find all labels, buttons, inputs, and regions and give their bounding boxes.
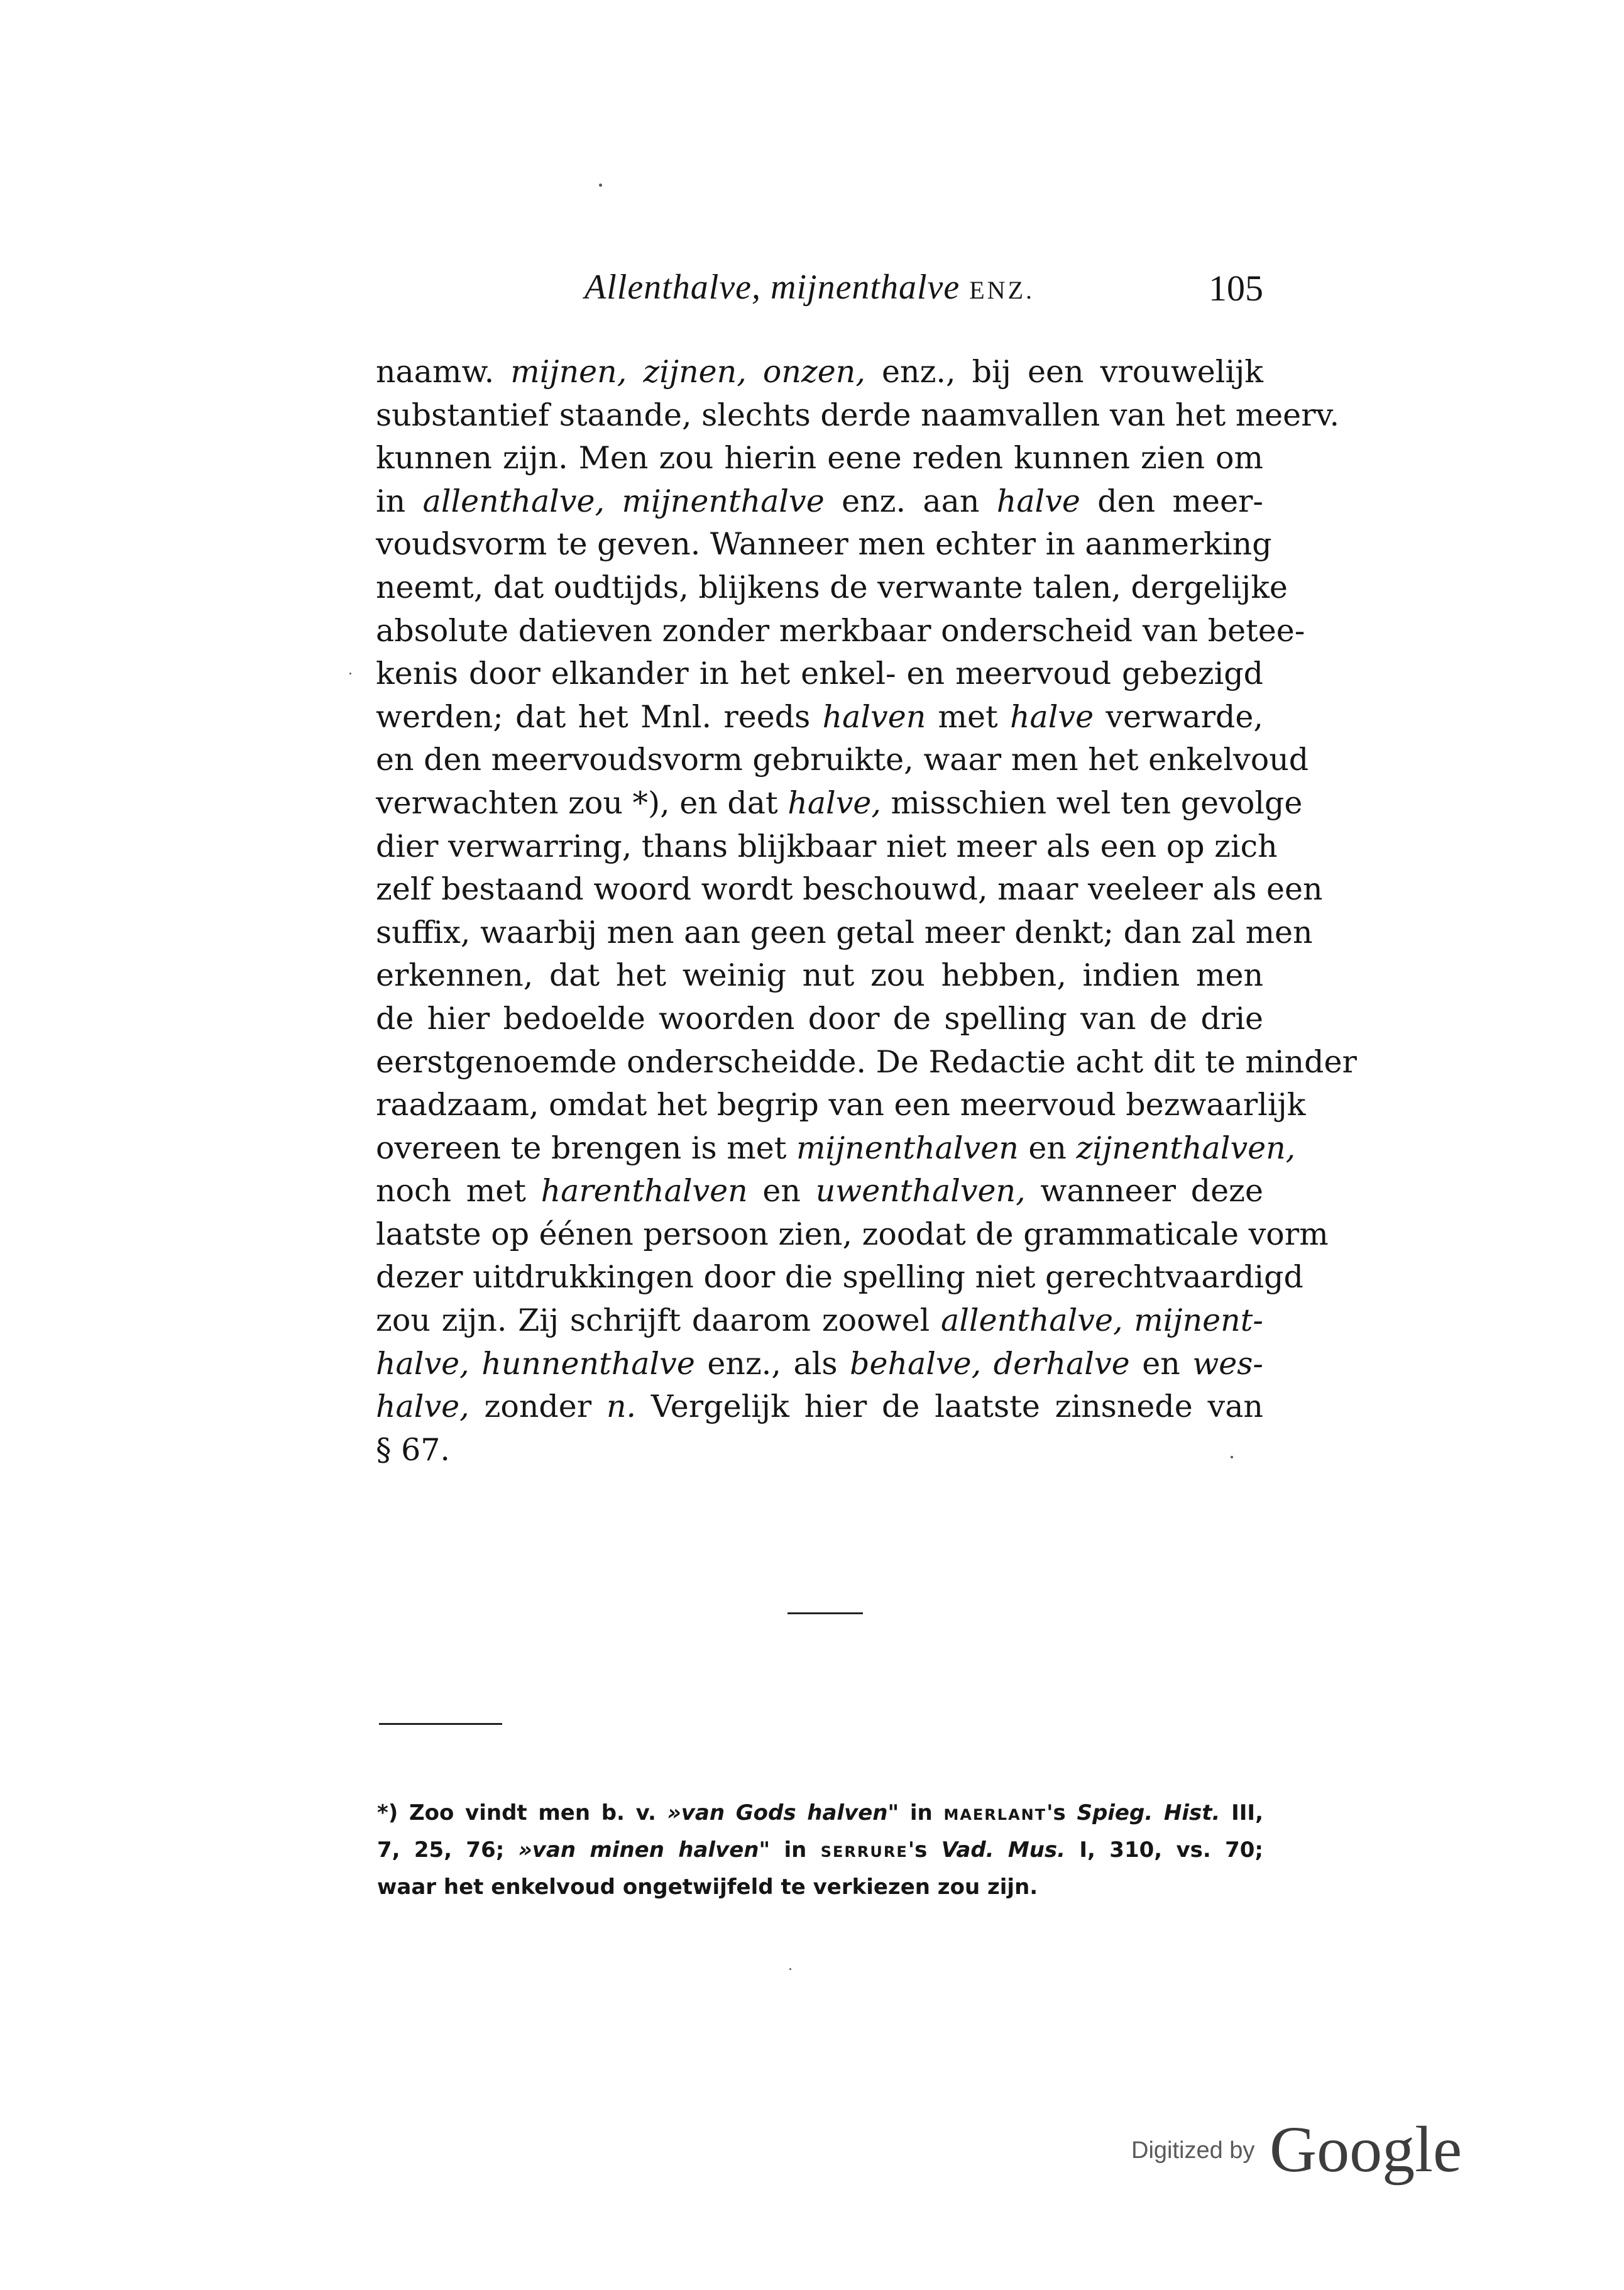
google-logo: Google — [1270, 2113, 1462, 2186]
text-run: voudsvorm te geven. Wanneer men echter in aanmerking — [376, 526, 1272, 563]
italic-run: harenthalven — [540, 1173, 748, 1209]
text-run: enz., bij een vrouwelijk — [865, 354, 1264, 390]
text-run: § 67. — [376, 1431, 451, 1468]
text-run: substantief staande, slechts derde naamvallen van het meerv. — [376, 397, 1340, 433]
small-caps-run: SERRURE — [820, 1843, 908, 1861]
text-run: verwachten zou *), en dat — [376, 784, 788, 821]
body-line — [376, 566, 1288, 610]
text-run: raadzaam, omdat het begrip van een meervoud bezwaarlijk — [376, 1087, 1306, 1123]
body-line — [376, 1127, 1296, 1170]
scan-speck — [789, 1968, 791, 1970]
text-run: de hier bedoelde woorden door de spelling van de drie — [376, 1000, 1263, 1037]
italic-run: »van minen halven" — [518, 1837, 771, 1863]
italic-run: halven — [822, 698, 926, 735]
body-line — [376, 998, 1263, 1041]
text-run: wanneer deze — [1025, 1173, 1263, 1209]
text-run: enz., als — [694, 1345, 850, 1382]
body-line — [376, 523, 1272, 566]
text-run: 7, 25, 76; — [377, 1837, 518, 1863]
body-line — [376, 1213, 1329, 1257]
italic-run: halve, — [787, 784, 881, 821]
body-line — [376, 480, 1263, 524]
text-run: waar het enkelvoud ongetwijfeld te verkiezen zou zijn. — [377, 1874, 1038, 1900]
text-run: 's — [908, 1837, 941, 1863]
italic-run: allenthalve, mijnent- — [941, 1302, 1263, 1339]
text-run: zelf bestaand woord wordt beschouwd, maar veeleer als een — [376, 871, 1323, 908]
text-run: Vergelijk hier de laatste zinsnede van — [636, 1389, 1263, 1425]
text-run: 's — [1046, 1800, 1077, 1825]
body-line — [376, 610, 1305, 653]
body-line — [376, 782, 1303, 825]
italic-run: halve, hunnenthalve — [376, 1345, 695, 1382]
body-line — [376, 1299, 1263, 1343]
text-run: absolute datieven zonder merkbaar onderscheid van betee- — [376, 612, 1305, 649]
text-run: in — [899, 1800, 944, 1825]
italic-run: n. — [606, 1389, 637, 1425]
footnote-line — [377, 1869, 1263, 1906]
text-run: naamw. — [376, 354, 511, 390]
text-run: dier verwarring, thans blijkbaar niet meer als een op zich — [376, 828, 1278, 864]
body-paragraph — [376, 351, 1357, 1472]
text-run: erkennen, dat het weinig nut zou hebben, indien men — [376, 957, 1263, 994]
running-title-italic: Allenthalve, mijnenthalve — [584, 268, 960, 307]
digitized-by-google-watermark — [1131, 2112, 1471, 2186]
watermark-digitized-text: Digitized by — [1131, 2137, 1255, 2164]
body-line — [376, 1170, 1263, 1213]
italic-run: Vad. Mus. — [941, 1837, 1066, 1863]
body-line — [376, 1041, 1357, 1084]
footnote-divider — [379, 1723, 502, 1725]
text-run: dezer uitdrukkingen door die spelling niet gerechtvaardigd — [376, 1259, 1303, 1296]
italic-run: »van Gods halven" — [667, 1800, 899, 1825]
body-line — [376, 911, 1313, 955]
text-run: en — [1129, 1345, 1193, 1382]
italic-run: halve, — [376, 1389, 469, 1425]
italic-run: mijnenthalven — [796, 1130, 1019, 1166]
text-run: en den meervoudsvorm gebruikte, waar men het enkelvoud — [376, 742, 1309, 778]
text-run: overeen te brengen is met — [376, 1130, 796, 1166]
text-run: neemt, dat oudtijds, blijkens de verwante talen, dergelijke — [376, 569, 1288, 605]
footnote-line — [377, 1832, 1263, 1869]
text-run: in — [770, 1837, 821, 1863]
italic-run: mijnen, zijnen, onzen, — [510, 354, 865, 390]
italic-run: uwenthalven, — [815, 1173, 1026, 1209]
italic-run: allenthalve, mijnenthalve — [422, 483, 825, 519]
text-run: verwarde, — [1094, 698, 1263, 735]
text-run: suffix, waarbij men aan geen getal meer denkt; dan zal men — [376, 914, 1313, 950]
text-run: enz. aan — [824, 483, 997, 519]
section-divider — [787, 1612, 863, 1614]
text-run: en — [1018, 1130, 1077, 1166]
text-run: misschien wel ten gevolge — [881, 784, 1303, 821]
body-line — [376, 394, 1340, 438]
text-run: *) Zoo vindt men b. v. — [377, 1800, 667, 1825]
body-line — [376, 1343, 1263, 1386]
body-line — [376, 954, 1263, 998]
running-title-enz: ENZ. — [969, 276, 1035, 304]
page-header — [377, 267, 1263, 317]
text-run: kenis door elkander in het enkel- en meervoud gebezigd — [376, 656, 1263, 692]
italic-run: wes- — [1192, 1345, 1263, 1382]
italic-run: Spieg. Hist. — [1077, 1800, 1221, 1825]
text-run: met — [926, 698, 1010, 735]
text-run: laatste op éénen persoon zien, zoodat de grammaticale vorm — [376, 1216, 1329, 1252]
body-line — [376, 1084, 1306, 1127]
running-title — [584, 267, 1034, 307]
text-run: zonder — [469, 1389, 606, 1425]
text-run: noch met — [376, 1173, 541, 1209]
scan-speck — [599, 184, 602, 187]
body-line — [376, 868, 1323, 911]
body-line — [376, 652, 1263, 696]
body-line — [376, 437, 1263, 480]
text-run: werden; dat het Mnl. reeds — [376, 698, 823, 735]
text-run: I, 310, vs. 70; — [1065, 1837, 1264, 1863]
text-run: eerstgenoemde onderscheidde. De Redactie acht dit te minder — [376, 1043, 1357, 1080]
footnote — [377, 1795, 1263, 1906]
body-line — [376, 1385, 1263, 1429]
italic-run: behalve, derhalve — [850, 1345, 1130, 1382]
body-line — [376, 825, 1278, 869]
body-line — [376, 351, 1263, 394]
text-run: III, — [1220, 1800, 1264, 1825]
footnote-line — [377, 1795, 1263, 1832]
body-line — [376, 739, 1309, 782]
italic-run: halve — [996, 483, 1080, 519]
text-run: in — [376, 483, 423, 519]
small-caps-run: MAERLANT — [943, 1806, 1047, 1824]
text-run: den meer- — [1080, 483, 1263, 519]
text-run: en — [747, 1173, 816, 1209]
scan-speck — [1231, 1456, 1233, 1458]
text-run: zou zijn. Zij schrijft daarom zoowel — [376, 1302, 941, 1339]
page-number: 105 — [1209, 268, 1263, 309]
body-line — [376, 1429, 1263, 1472]
body-line — [376, 696, 1263, 739]
body-line — [376, 1256, 1303, 1299]
italic-run: zijnenthalven, — [1076, 1130, 1296, 1166]
scan-speck — [349, 673, 351, 674]
text-run: kunnen zijn. Men zou hierin eene reden kunnen zien om — [376, 440, 1263, 476]
italic-run: halve — [1009, 698, 1094, 735]
